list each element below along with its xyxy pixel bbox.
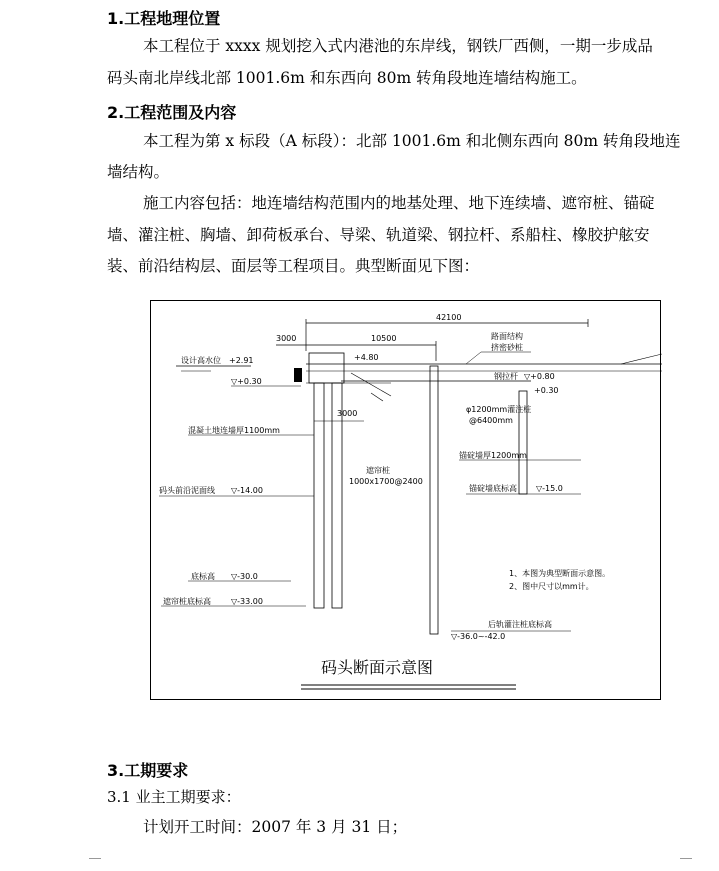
section-2-para2-line2: 墙、灌注桩、胸墙、卸荷板承台、导梁、轨道梁、钢拉杆、系船柱、橡胶护舷安 [107, 226, 650, 244]
label-pile-dia: φ1200mm灌注桩 [466, 405, 532, 414]
section-2-para1-line2: 墙结构。 [107, 163, 170, 181]
label-tie-rod: 钢拉杆 [494, 372, 518, 381]
section-3-1-subheading: 3.1 业主工期要求： [107, 788, 241, 806]
section-2-para2-line3: 装、前沿结构层、面层等工程项目。典型断面见下图： [107, 257, 480, 275]
label-front-mud: 码头前沿泥面线 [159, 486, 215, 495]
label-elev-030: ▽+0.30 [231, 377, 262, 386]
label-anchor-bottom-val: ▽-15.0 [536, 484, 563, 493]
section-2-para2-line1: 施工内容包括：地连墙结构范围内的地基处理、地下连续墙、遮帘桩、锚碇 [143, 194, 655, 212]
section-2-heading: 2.工程范围及内容 [107, 103, 237, 122]
dim-lower: 3000 [337, 409, 358, 418]
section-2-para1-line1: 本工程为第 x 标段（A 标段）：北部 1001.6m 和北侧东西向 80m 转角段地连 [143, 132, 681, 150]
label-anchor-wall: 锚碇墙厚1200mm [459, 451, 527, 460]
page-corner-mark-left [89, 858, 101, 869]
label-design-high-water: 设计高水位 [181, 356, 221, 365]
label-rear-pile-bottom-val: ▽-36.0~-42.0 [451, 632, 506, 641]
label-shield-bottom: 遮帘桩底标高 [163, 597, 211, 606]
dim-left: 3000 [276, 334, 297, 343]
cross-section-drawing [151, 301, 662, 701]
label-tie-rod-elev2: +0.30 [534, 386, 559, 395]
label-road-structure: 路面结构 [491, 332, 523, 341]
dim-total: 42100 [436, 313, 462, 322]
label-rear-pile-bottom: 后轨灌注桩底标高 [488, 620, 552, 629]
label-anchor-bottom: 锚碇墙底标高 [469, 484, 517, 493]
label-note1: 1、本图为典型断面示意图。 [509, 569, 611, 578]
page-corner-mark-right [680, 858, 692, 869]
dim-mid: 10500 [371, 334, 397, 343]
section-3-heading: 3.工期要求 [107, 761, 189, 780]
section-1-para-line1: 本工程位于 xxxx 规划挖入式内港池的东岸线，钢铁厂西侧，一期一步成品 [143, 37, 653, 55]
figure-caption: 码头断面示意图 [321, 658, 434, 677]
label-shield-pile: 遮帘桩 [366, 466, 390, 475]
cross-section-figure [150, 300, 661, 700]
label-tie-rod-elev: ▽+0.80 [524, 372, 555, 381]
label-top-elev: +4.80 [354, 353, 379, 362]
section-1-heading: 1.工程地理位置 [107, 9, 221, 28]
label-shield-pile-size: 1000x1700@2400 [349, 477, 423, 486]
section-1-para-line2: 码头南北岸线北部 1001.6m 和东西向 80m 转角段地连墙结构施工。 [107, 69, 587, 87]
label-sand-fill: 挤密砂桩 [491, 343, 523, 352]
planned-start-date: 计划开工时间：2007 年 3 月 31 日； [143, 818, 408, 836]
label-pile-spacing: @6400mm [469, 416, 513, 425]
label-note2: 2、图中尺寸以mm计。 [509, 582, 594, 591]
label-shield-bottom-val: ▽-33.00 [231, 597, 263, 606]
label-bottom-elev: 底标高 [191, 572, 215, 581]
label-design-high-water-val: +2.91 [229, 356, 254, 365]
label-front-mud-val: ▽-14.00 [231, 486, 263, 495]
label-diaphragm-wall: 混凝土地连墙厚1100mm [188, 426, 280, 435]
label-bottom-elev-val: ▽-30.0 [231, 572, 258, 581]
